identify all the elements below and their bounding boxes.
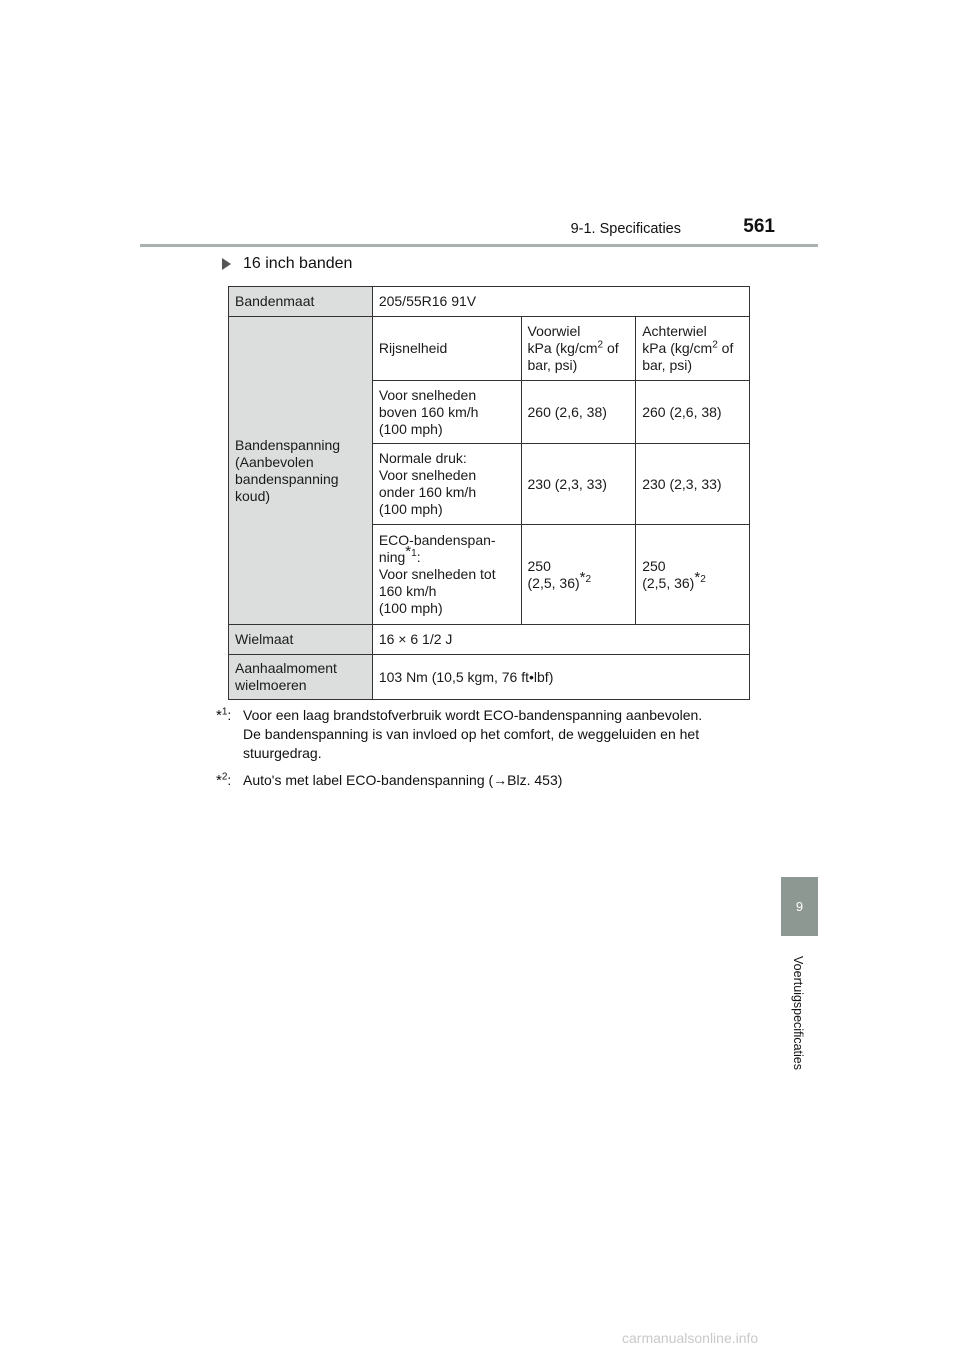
col-header-front	[521, 317, 636, 381]
eco-label-colon: :	[416, 549, 421, 565]
chapter-title-vertical	[768, 945, 828, 1080]
tire-size-label: Bandenmaat	[229, 287, 373, 317]
footnote-1	[216, 706, 756, 763]
asterisk-mark: *	[216, 772, 222, 789]
normal-front-value: 230 (2,3, 33)	[521, 444, 636, 525]
footnote-2	[216, 771, 756, 790]
torque-value: 103 Nm (10,5 kgm, 76 ft•lbf)	[372, 655, 749, 700]
wheel-size-label: Wielmaat	[229, 625, 373, 655]
col-rear-line1: Achterwiel	[642, 323, 707, 339]
eco-rear-line1: 250	[642, 557, 666, 574]
col-front-line2: kPa (kg/cm	[527, 340, 598, 356]
col-front-line3: bar, psi)	[527, 357, 578, 373]
col-front-line1: Voorwiel	[527, 323, 581, 339]
eco-front-line2: (2,5, 36)	[527, 574, 580, 591]
col-header-rear	[636, 317, 750, 381]
col-header-speed: Rijsnelheid	[372, 317, 521, 381]
high-speed-front-value: 260 (2,6, 38)	[521, 381, 636, 444]
col-rear-line3: bar, psi)	[642, 357, 693, 373]
asterisk-mark: *	[579, 568, 586, 586]
table-row	[229, 655, 750, 700]
triangle-bullet-icon	[222, 258, 231, 270]
footnote-ref-2: 2	[585, 573, 592, 585]
footnote-marker: *$^2$:	[216, 771, 232, 789]
wheel-size-value: 16 × 6 1/2 J	[372, 625, 749, 655]
eco-label-rest: Voor snelheden tot 160 km/h (100 mph)	[378, 566, 496, 616]
header-section-title: 9-1. Specificaties	[570, 221, 681, 237]
asterisk-mark: *	[216, 707, 222, 724]
col-front-tail: of	[603, 340, 619, 356]
table-row	[229, 625, 750, 655]
table-row	[229, 287, 750, 317]
eco-pressure-label	[372, 525, 521, 625]
high-speed-rear-value: 260 (2,6, 38)	[636, 381, 750, 444]
high-speed-label: Voor snelheden boven 160 km/h (100 mph)	[372, 381, 521, 444]
normal-rear-value: 230 (2,3, 33)	[636, 444, 750, 525]
tire-spec-table	[228, 286, 750, 700]
subheading	[222, 255, 352, 273]
footnote-ref-2: 2	[700, 573, 706, 585]
normal-pressure-label: Normale druk: Voor snelheden onder 160 km/h (100 mph)	[372, 444, 521, 525]
chapter-tab	[781, 877, 818, 936]
torque-label: Aanhaalmoment wielmoeren	[229, 655, 373, 700]
eco-label-line1: ECO-bandenspan-	[378, 532, 496, 548]
footnote-text: Auto's met label ECO-bandenspanning (→Blz. 453)	[243, 772, 563, 788]
subheading-text: 16 inch banden	[243, 255, 353, 272]
table-row	[229, 317, 750, 381]
asterisk-mark: *	[694, 568, 701, 586]
tire-size-value: 205/55R16 91V	[372, 287, 749, 317]
footnote-number: 2	[221, 771, 228, 783]
chapter-title: Voertuigspecificaties	[791, 955, 806, 1070]
unit-superscript: 2	[712, 339, 718, 351]
header-divider	[140, 244, 818, 247]
watermark: carmanualsonline.info	[622, 1330, 759, 1346]
footnote-marker: *$^1$:	[216, 706, 232, 724]
page-number: 561	[743, 216, 775, 237]
eco-label-line2: ning	[378, 549, 406, 565]
col-rear-line2: kPa (kg/cm	[642, 340, 713, 356]
footnote-text: Voor een laag brandstofverbruik wordt ECO-bandenspanning aanbevolen. De bandenspanning is van invloed op het comfort, de weggeluiden en het stuurgedrag.	[243, 707, 703, 761]
asterisk-mark: *	[405, 543, 412, 561]
eco-rear-line2: (2,5, 36)	[642, 574, 695, 591]
eco-front-value	[521, 525, 636, 625]
eco-front-line1: 250	[527, 557, 551, 574]
chapter-number: 9	[795, 899, 804, 914]
footnote-ref-1: 1	[411, 548, 417, 560]
unit-superscript: 2	[597, 339, 604, 351]
eco-rear-value	[636, 525, 750, 625]
tire-pressure-label: Bandenspanning (Aanbevolen bandenspanning koud)	[229, 317, 373, 625]
col-rear-tail: of	[717, 340, 734, 356]
footnote-number: 1	[221, 706, 228, 718]
